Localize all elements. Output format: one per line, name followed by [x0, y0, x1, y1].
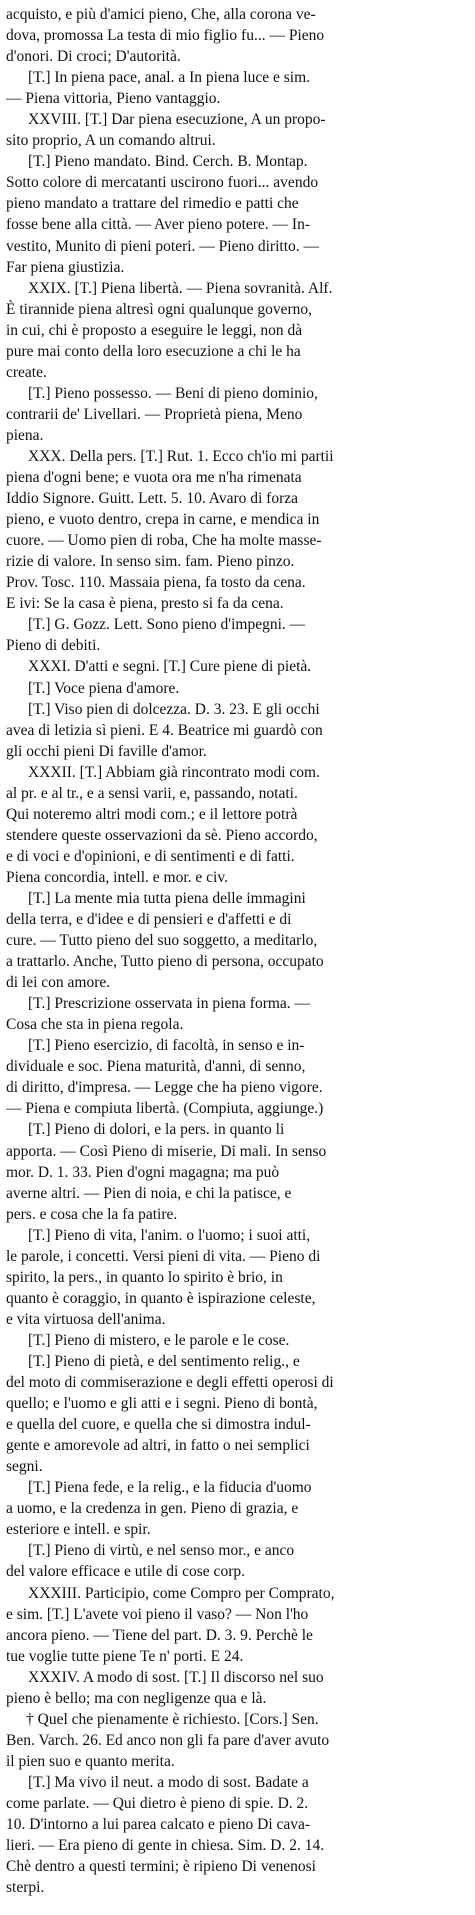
text-line: rizie di valore. In senso sim. fam. Pieno pinzo. — [6, 553, 295, 571]
text-line: pieno è bello; ma con negligenze qua e là. — [6, 1689, 267, 1707]
text-line: cuore. — Uomo pien di roba, Che ha molte masse- — [6, 532, 322, 550]
text-line: sito proprio, A un comando altrui. — [6, 132, 216, 150]
text-line: a uomo, e la credenza in gen. Pieno di grazia, e — [6, 1500, 299, 1518]
text-line: apporta. — Così Pieno di miserie, Di mali. In senso — [6, 1142, 327, 1160]
text-line: Piena concordia, intell. e mor. e civ. — [6, 868, 228, 886]
text-line: esteriore e intell. e spir. — [6, 1521, 151, 1539]
text-line: e di voci e d'opinioni, e di sentimenti e di fatti. — [6, 847, 295, 865]
text-line: [T.] Viso pien di dolcezza. D. 3. 23. E gli occhi — [28, 700, 320, 718]
text-line: piena. — [6, 426, 44, 444]
text-line: quello; e l'uomo e gli atti e i segni. Pieno di bontà, — [6, 1395, 318, 1413]
text-line: Ben. Varch. 26. Ed anco non gli fa pare d'aver avuto — [6, 1731, 330, 1749]
text-line: [T.] Pieno di mistero, e le parole e le cose. — [28, 1331, 290, 1349]
dictionary-page-column — [6, 4, 469, 1898]
text-line: Prov. Tosc. 110. Massaia piena, fa tosto da cena. — [6, 574, 306, 592]
text-line: cure. — Tutto pieno del suo soggetto, a meditarlo, — [6, 932, 318, 950]
text-line: [T.] Pieno di pietà, e del sentimento relig., e — [28, 1353, 300, 1370]
text-line: [T.] Pieno di dolori, e la pers. in quanto li — [28, 1121, 285, 1139]
text-line: — Piena vittoria, Pieno vantaggio. — [6, 90, 221, 108]
text-line: Iddio Signore. Guitt. Lett. 5. 10. Avaro di forza — [6, 490, 299, 508]
text-line: XXXIV. A modo di sost. [T.] Il discorso nel suo — [28, 1668, 324, 1686]
text-line: [T.] Piena fede, e la relig., e la fiducia d'uomo — [28, 1479, 312, 1497]
text-line: pure mai conto della loro esecuzione a chi le ha — [6, 342, 301, 360]
text-line: [T.] La mente mia tutta piena delle immagini — [28, 889, 306, 907]
text-line: in cui, chi è proposto a eseguire le leggi, non dà — [6, 321, 303, 339]
text-line: gli occhi pieni Di faville d'amor. — [6, 742, 207, 760]
text-line: Sotto colore di mercatanti uscirono fuori... avendo — [6, 174, 319, 192]
text-line: Qui noteremo altri modi com.; e il lettore potrà — [6, 805, 298, 823]
text-line: 10. D'intorno a lui parea calcato e pieno Di cava- — [6, 1816, 311, 1834]
text-line: dova, promossa La testa di mio figlio fu... — Pieno — [6, 27, 325, 45]
text-line: averne altri. — Pien di noia, e chi la patisce, e — [6, 1184, 292, 1202]
text-line: quanto è coraggio, in quanto è ispirazione celeste, — [6, 1289, 316, 1307]
text-line: del valore efficace e utile di cose corp. — [6, 1563, 245, 1581]
text-line: piena d'ogni bene; e vuota ora me n'ha rimenata — [6, 469, 302, 487]
text-line: — Piena e compiuta libertà. (Compiuta, aggiunge.) — [6, 1100, 324, 1118]
text-line: Far piena giustizia. — [6, 258, 125, 276]
text-line: e sim. [T.] L'avete voi pieno il vaso? — Non l'ho — [6, 1605, 309, 1623]
text-line: segni. — [6, 1458, 43, 1476]
text-line: [T.] G. Gozz. Lett. Sono pieno d'impegni. — — [28, 616, 306, 634]
text-line: pieno mandato a trattare del rimedio e patti che — [6, 195, 299, 213]
text-line: e vita virtuosa dell'anima. — [6, 1310, 166, 1328]
text-line: [T.] Voce piena d'amore. — [28, 679, 180, 697]
text-line: lieri. — Era pieno di gente in chiesa. Sim. D. 2. 14. — [6, 1837, 325, 1855]
text-line: XXXIII. Participio, come Compro per Comprato, — [28, 1584, 335, 1602]
text-line: [T.] Pieno possesso. — Beni di pieno dominio, — [28, 384, 318, 402]
text-line: [T.] In piena pace, anal. a In piena luce e sim. — [28, 69, 311, 87]
text-line: [T.] Ma vivo il neut. a modo di sost. Badate a — [28, 1773, 309, 1791]
text-line: pieno, e vuoto dentro, crepa in carne, e mendica in — [6, 511, 320, 529]
text-line: † Quel che pienamente è richiesto. [Cors.] Sen. — [26, 1710, 319, 1728]
text-line: acquisto, e più d'amici pieno, Che, alla corona ve- — [6, 6, 316, 23]
text-line: XXIX. [T.] Piena libertà. — Piena sovranità. Alf. — [28, 279, 333, 297]
text-line: [T.] Pieno mandato. Bind. Cerch. B. Montap. — [28, 153, 308, 171]
text-line: XXVIII. [T.] Dar piena esecuzione, A un propo- — [28, 111, 326, 129]
text-line: XXX. Della pers. [T.] Rut. 1. Ecco ch'io mi partii — [28, 447, 334, 465]
text-line: a trattarlo. Anche, Tutto pieno di persona, occupato — [6, 953, 324, 971]
text-line: spirito, la pers., in quanto lo spirito è brio, in — [6, 1268, 283, 1286]
text-line: Chè dentro a questi termini; è ripieno Di venenosi — [6, 1858, 316, 1876]
text-line: vestito, Munito di pieni poteri. — Pieno diritto. — — [6, 237, 319, 255]
text-line: ancora pieno. — Tiene del part. D. 3. 9. Perchè le — [6, 1626, 313, 1644]
text-line: contrarii de' Livellari. — Proprietà piena, Meno — [6, 405, 303, 423]
text-line: stendere queste osservazioni da sè. Pieno accordo, — [6, 826, 318, 844]
text-line: Pieno di debiti. — [6, 637, 101, 655]
text-line: tue voglie tutte piene Te n' porti. E 24. — [6, 1647, 244, 1665]
text-line: [T.] Pieno esercizio, di facoltà, in senso e in- — [28, 1037, 305, 1055]
text-line: avea di letizia sì pieni. E 4. Beatrice mi guardò con — [6, 721, 323, 739]
text-line: di diritto, d'impresa. — Legge che ha pieno vigore. — [6, 1079, 323, 1097]
text-line: come parlate. — Qui dietro è pieno di spie. D. 2. — [6, 1794, 309, 1812]
text-line: gente e amorevole ad altri, in fatto o nei semplici — [6, 1437, 310, 1455]
text-line: al pr. e al tr., e a sensi varii, e, passando, notati. — [6, 784, 298, 802]
text-line: E ivi: Se la casa è piena, presto si fa da cena. — [6, 595, 284, 613]
text-line: dividuale e soc. Piena maturità, d'anni, di senno, — [6, 1058, 306, 1076]
text-line: il pien suo e quanto merita. — [6, 1752, 175, 1770]
text-line: XXXII. [T.] Abbiam già rincontrato modi com. — [28, 763, 320, 781]
text-line: XXXI. D'atti e segni. [T.] Cure piene di pietà. — [28, 658, 312, 676]
text-line: del moto di commiserazione e degli effetti operosi di — [6, 1374, 334, 1392]
text-line: d'onori. Di croci; D'autorità. — [6, 48, 181, 66]
text-line: Cosa che sta in piena regola. — [6, 1016, 184, 1034]
text-line: [T.] Pieno di vita, l'anim. o l'uomo; i suoi atti, — [28, 1226, 311, 1244]
text-line: create. — [6, 363, 47, 381]
text-line: sterpi. — [6, 1879, 45, 1897]
text-line: della terra, e d'idee e di pensieri e d'affetti e di — [6, 911, 292, 929]
text-line: le parole, i concetti. Versi pieni di vita. — Pieno di — [6, 1247, 321, 1265]
text-line: [T.] Pieno di virtù, e nel senso mor., e anco — [28, 1542, 295, 1560]
text-line: [T.] Prescrizione osservata in piena forma. — — [28, 995, 311, 1013]
text-line: pers. e cosa che la fa patire. — [6, 1205, 178, 1223]
text-line: È tirannide piena altresì ogni qualunque governo, — [6, 300, 313, 318]
text-line: di lei con amore. — [6, 974, 111, 992]
text-line: fosse bene alla città. — Aver pieno potere. — In- — [6, 216, 311, 234]
text-line: e quella del cuore, e quella che si dimostra indul- — [6, 1416, 311, 1434]
text-line: mor. D. 1. 33. Pien d'ogni magagna; ma può — [6, 1163, 280, 1181]
